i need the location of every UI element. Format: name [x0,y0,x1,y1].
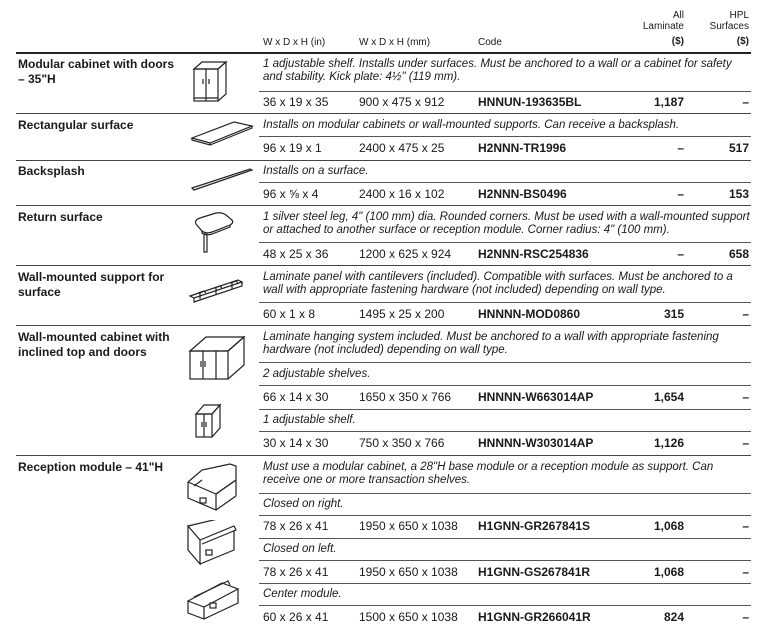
reception-closed-right-icon [184,462,240,514]
laminate-price: 1,068 [653,519,684,533]
product-code: H2NNN-BS0496 [478,187,567,201]
cabinet-icon [190,59,230,105]
dimensions-inches: 96 x 19 x 1 [263,141,322,155]
laminate-price: 824 [663,610,684,624]
column-header-code: Code [478,37,502,48]
row-divider [259,136,751,137]
product-description: Installs on a surface. [263,165,369,177]
dimensions-inches: 66 x 14 x 30 [263,390,329,404]
surface-icon [190,118,254,148]
section-divider [16,160,751,161]
product-name: Wall-mounted cabinet with inclined top and doors [18,330,170,359]
column-header-mm: W x D x H (mm) [359,37,431,48]
backsplash-icon [190,166,254,192]
product-description: 1 silver steel leg, 4" (100 mm) dia. Rounded corners. Must be used with a wall-mounted support or attached to another surface or reception module. Corner radius: 4" (100 mm). [263,211,750,236]
laminate-price: 1,654 [653,390,684,404]
section-divider [16,113,751,114]
product-description: Laminate panel with cantilevers (included). Compatible with surfaces. Must be anchored to a wall with appropriate fastening hardware (not included) depending on wall type. [263,271,733,296]
product-name: Modular cabinet with doors – 35"H [18,57,175,86]
laminate-price: 315 [663,307,684,321]
product-code: HNNNN-W303014AP [478,436,594,450]
dimensions-mm: 2400 x 475 x 25 [359,141,445,155]
laminate-price: 1,068 [653,565,684,579]
hpl-price: – [742,95,749,109]
section-divider [16,205,751,206]
dimensions-mm: 900 x 475 x 912 [359,95,445,109]
laminate-price: – [677,187,684,201]
product-code: HNNNN-MOD0860 [478,307,581,321]
wall-cabinet-small-icon [193,402,223,440]
row-divider [259,605,751,606]
dimensions-inches: 96 x ⅝ x 4 [263,187,319,201]
product-code: H2NNN-TR1996 [478,141,567,155]
laminate-header-line: ($) [671,36,684,47]
section-divider [16,455,751,456]
dimensions-inches: 60 x 26 x 41 [263,610,329,624]
dimensions-inches: 78 x 26 x 41 [263,519,329,533]
reception-center-icon [184,573,240,621]
product-name: Wall-mounted support for surface [18,270,165,299]
section-divider [16,325,751,326]
product-name: Reception module – 41"H [18,460,164,474]
row-divider [259,538,751,539]
dimensions-inches: 60 x 1 x 8 [263,307,316,321]
row-divider [259,91,751,92]
laminate-price: 1,126 [653,436,684,450]
variant-note: 1 adjustable shelf. [263,414,356,426]
variant-note: Closed on right. [263,498,344,510]
hpl-price: 658 [728,247,749,261]
reception-closed-left-icon [184,520,240,570]
hpl-price: 153 [728,187,749,201]
dimensions-mm: 1200 x 625 x 924 [359,247,452,261]
product-code: H1GNN-GR266041R [478,610,591,624]
dimensions-mm: 1950 x 650 x 1038 [359,565,458,579]
product-code: H1GNN-GR267841S [478,519,591,533]
product-description: Installs on modular cabinets or wall-mounted supports. Can receive a backsplash. [263,119,680,131]
dimensions-mm: 1495 x 25 x 200 [359,307,445,321]
hpl-price: – [742,610,749,624]
row-divider [259,385,751,386]
product-name: Rectangular surface [18,118,134,132]
hpl-header-line: Surfaces [709,21,749,32]
product-name: Backsplash [18,164,85,178]
variant-note: Center module. [263,588,342,600]
product-description: 1 adjustable shelf. Installs under surfaces. Must be anchored to a wall or a cabinet for safety and stability. Kick plate: 4½" (119 mm). [263,58,732,83]
product-code: H1GNN-GS267841R [478,565,591,579]
hpl-price: 517 [728,141,749,155]
dimensions-mm: 750 x 350 x 766 [359,436,445,450]
row-divider [259,515,751,516]
dimensions-mm: 1500 x 650 x 1038 [359,610,458,624]
dimensions-inches: 78 x 26 x 41 [263,565,329,579]
hpl-price: – [742,565,749,579]
laminate-price: – [677,247,684,261]
laminate-price: 1,187 [653,95,684,109]
hpl-price: – [742,390,749,404]
product-name: Return surface [18,210,103,224]
dimensions-mm: 1650 x 350 x 766 [359,390,452,404]
dimensions-mm: 1950 x 650 x 1038 [359,519,458,533]
row-divider [259,560,751,561]
dimensions-mm: 2400 x 16 x 102 [359,187,445,201]
column-header-hpl [689,10,749,47]
laminate-header-line: Laminate [642,21,684,32]
row-divider [259,409,751,410]
row-divider [259,493,751,494]
row-divider [259,431,751,432]
laminate-price: – [677,141,684,155]
row-divider [259,182,751,183]
hpl-header-line: HPL [729,10,749,21]
variant-note: Closed on left. [263,543,337,555]
hpl-price: – [742,519,749,533]
dimensions-inches: 36 x 19 x 35 [263,95,329,109]
variant-note: 2 adjustable shelves. [263,368,371,380]
row-divider [259,583,751,584]
laminate-header-line: All [672,10,684,21]
wall-cabinet-large-icon [186,333,248,383]
column-header-inches: W x D x H (in) [263,37,326,48]
section-divider [16,265,751,266]
row-divider [259,242,751,243]
row-divider [259,362,751,363]
hpl-price: – [742,307,749,321]
wall-support-icon [186,274,248,304]
product-code: HNNNN-W663014AP [478,390,594,404]
product-description: Laminate hanging system included. Must be anchored to a wall with appropriate fastening hardware (not included) depending on wall type. [263,331,719,356]
column-header-laminate [624,10,684,47]
product-code: H2NNN-RSC254836 [478,247,589,261]
dimensions-inches: 30 x 14 x 30 [263,436,329,450]
hpl-header-line: ($) [736,36,749,47]
product-code: HNNUN-193635BL [478,95,582,109]
dimensions-inches: 48 x 25 x 36 [263,247,329,261]
product-description: Must use a modular cabinet, a 28"H base module or a reception module as support. Can receive one or more transaction shelves. [263,461,714,486]
row-divider [259,302,751,303]
return-surface-icon [190,210,236,254]
hpl-price: – [742,436,749,450]
section-divider [16,52,751,54]
